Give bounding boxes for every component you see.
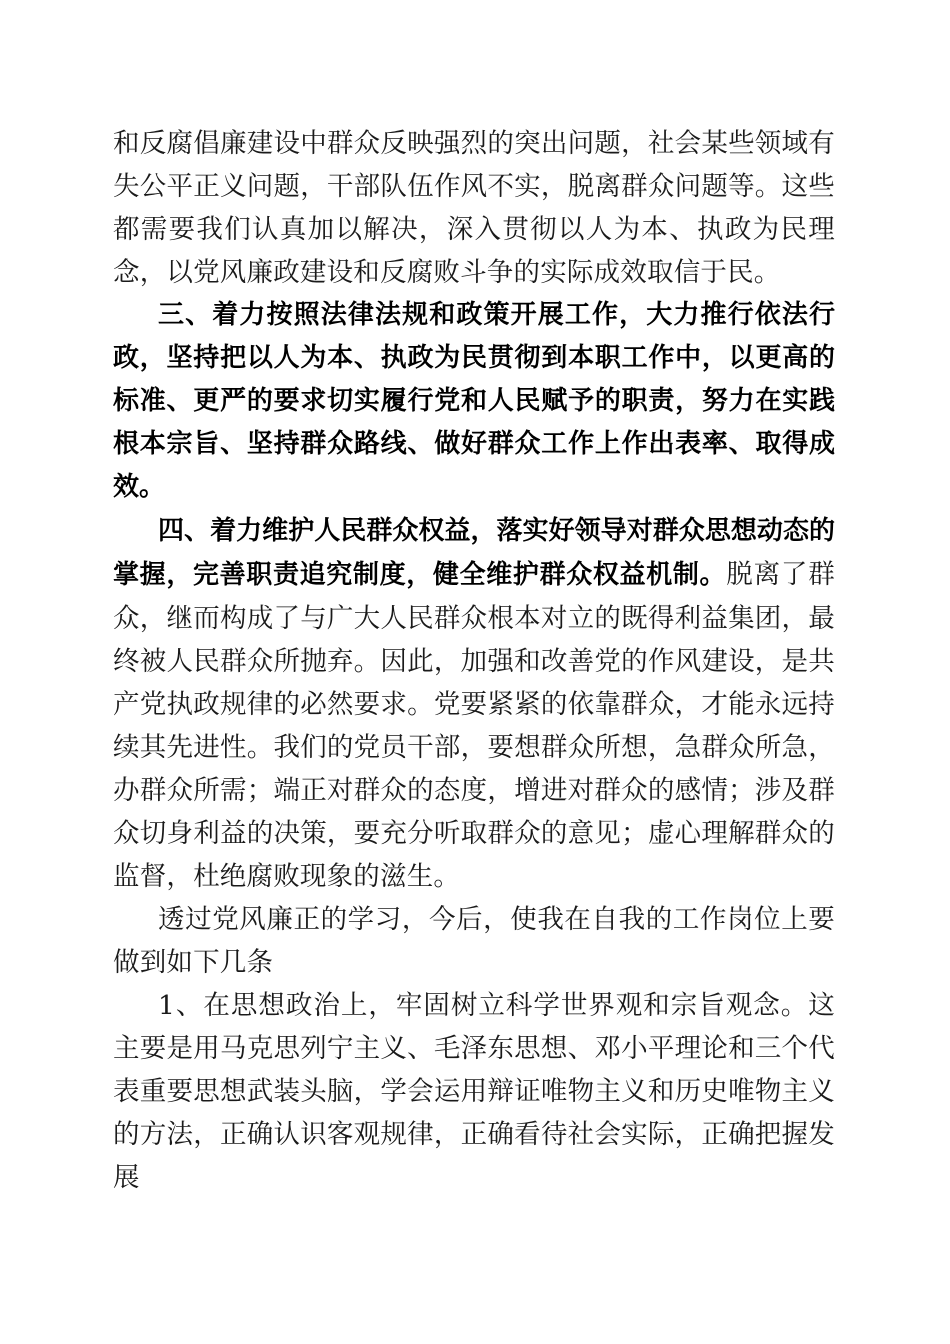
paragraph-section-four: [113, 509, 835, 898]
section-four-bold-lead: 四、着力维护人民群众权益，落实好领导对群众思想动态的掌握，完善职责追究制度，健全维护群众权益机制。: [113, 516, 835, 590]
section-four-body: 脱离了群众，继而构成了与广大人民群众根本对立的既得利益集团，最终被人民群众所抛弃。因此，加强和改善党的作风建设，是共产党执政规律的必然要求。党要紧紧的依靠群众，才能永远持续其先进性。我们的党员干部，要想群众所想，急群众所急，办群众所需；端正对群众的态度，增进对群众的感情；涉及群众切身利益的决策，要充分听取群众的意见；虚心理解群众的监督，杜绝腐败现象的滋生。: [113, 559, 835, 892]
paragraph-section-three: 三、着力按照法律法规和政策开展工作，大力推行依法行政，坚持把以人为本、执政为民贯彻到本职工作中，以更高的标准、更严的要求切实履行党和人民赋予的职责，努力在实践根本宗旨、坚持群众路线、做好群众工作上作出表率、取得成效。: [113, 300, 835, 502]
document-body: [113, 122, 835, 1199]
paragraph-item-one: 1、在思想政治上，牢固树立科学世界观和宗旨观念。这主要是用马克思列宁主义、毛泽东思想、邓小平理论和三个代表重要思想武装头脑，学会运用辩证唯物主义和历史唯物主义的方法，正确认识客观规律，正确看待社会实际，正确把握发展: [113, 990, 835, 1193]
paragraph-learning-outcome: 透过党风廉正的学习，今后，使我在自我的工作岗位上要做到如下几条: [113, 904, 835, 978]
paragraph-continuation: 和反腐倡廉建设中群众反映强烈的突出问题，社会某些领域有失公平正义问题，干部队伍作风不实，脱离群众问题等。这些都需要我们认真加以解决，深入贯彻以人为本、执政为民理念，以党风廉政建设和反腐败斗争的实际成效取信于民。: [113, 128, 835, 288]
